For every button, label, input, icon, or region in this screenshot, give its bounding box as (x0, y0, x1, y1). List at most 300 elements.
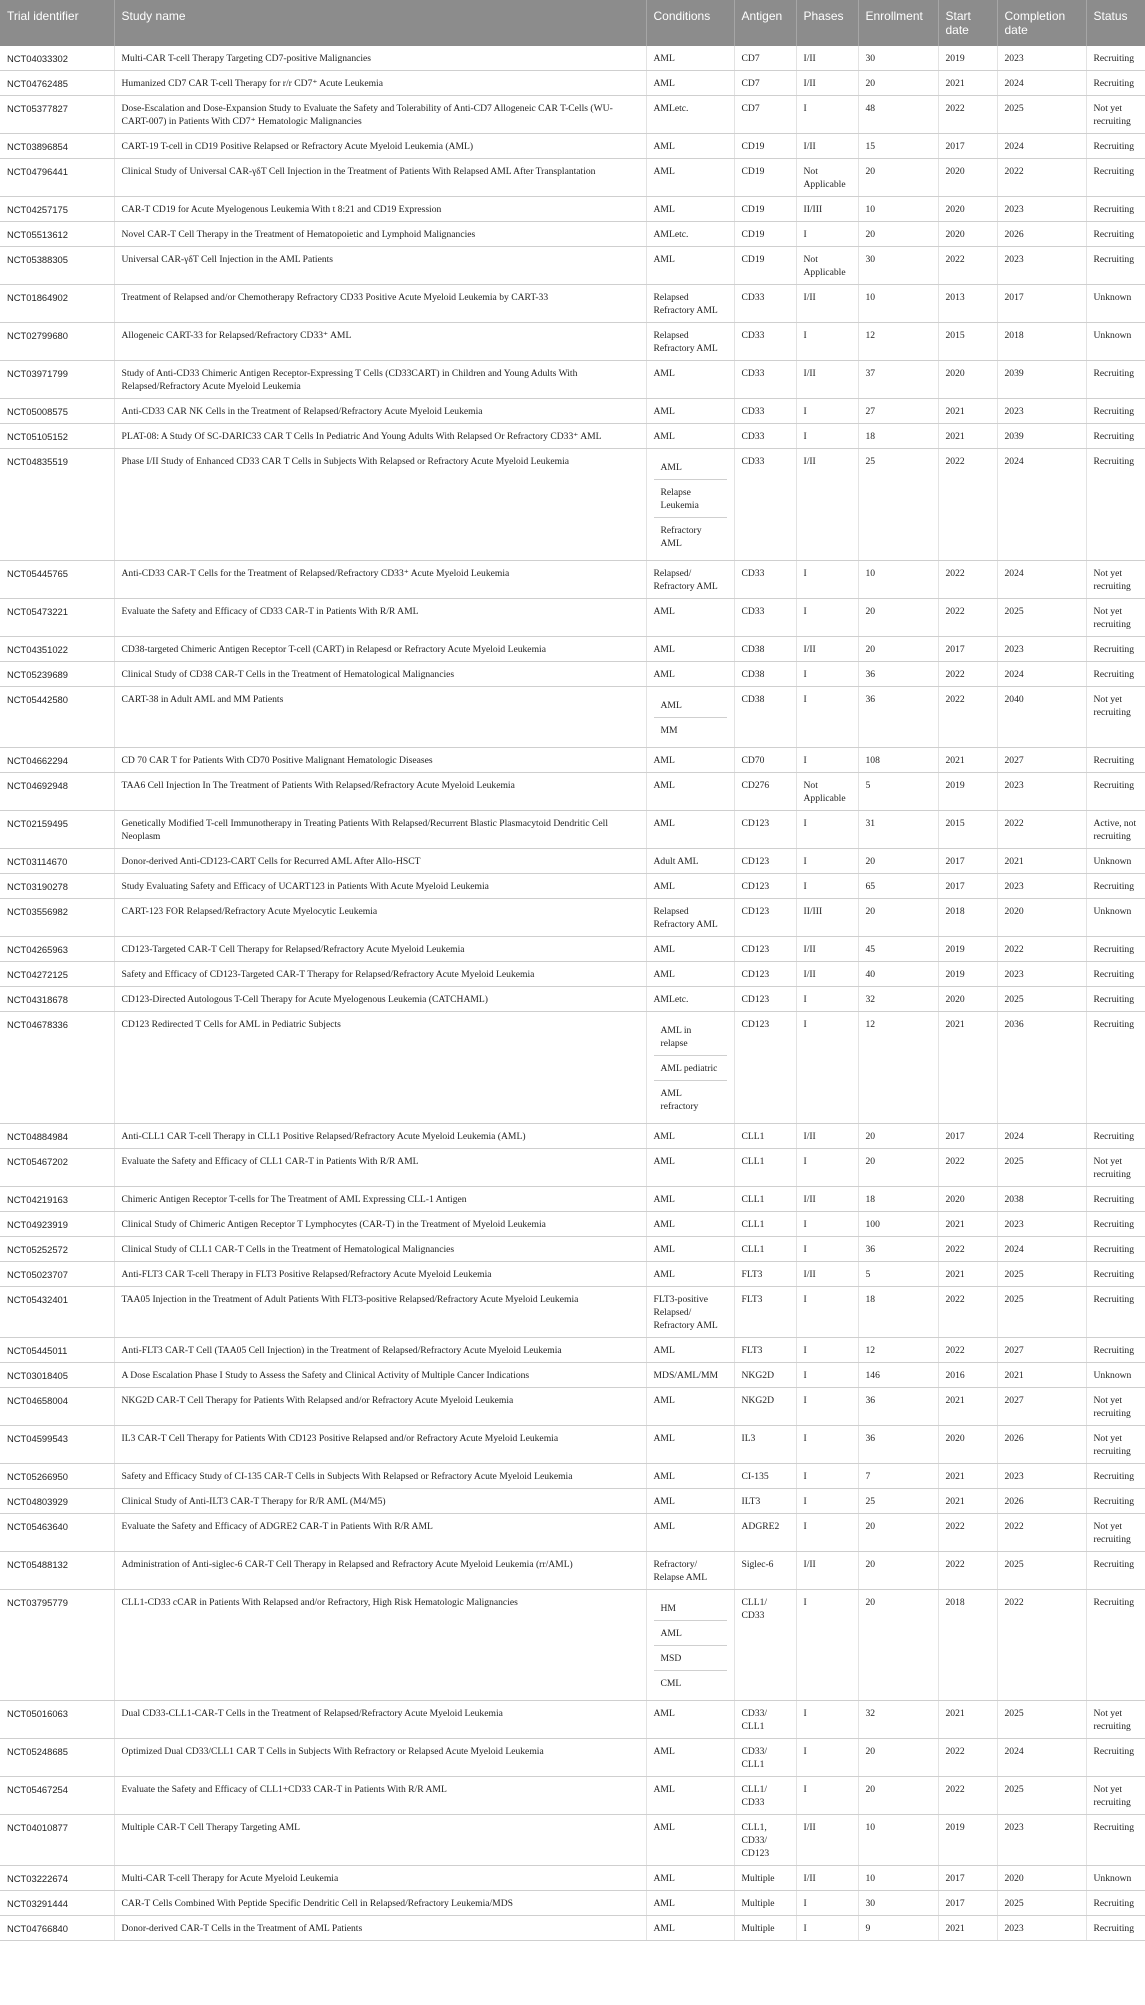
conditions-cell: AML (646, 1426, 734, 1464)
completion-date-cell: 2017 (997, 285, 1086, 323)
antigen-cell: CLL1, CD33/ CD123 (734, 1815, 796, 1866)
antigen-cell: CD123 (734, 874, 796, 899)
completion-date-cell: 2040 (997, 687, 1086, 748)
start-date-cell: 2022 (938, 599, 997, 637)
antigen-cell: CD123 (734, 937, 796, 962)
trial-id-cell: NCT04923919 (0, 1212, 114, 1237)
completion-date-cell: 2024 (997, 134, 1086, 159)
antigen-cell: CD19 (734, 159, 796, 197)
phases-cell: I (796, 874, 858, 899)
enrollment-cell: 20 (858, 71, 938, 96)
phases-cell: II/III (796, 197, 858, 222)
study-name-cell: Clinical Study of Chimeric Antigen Receptor T Lymphocytes (CAR-T) in the Treatment of Myeloid Leukemia (114, 1212, 646, 1237)
conditions-cell: AML (646, 1489, 734, 1514)
enrollment-cell: 7 (858, 1464, 938, 1489)
status-cell: Not yet recruiting (1086, 687, 1145, 748)
completion-date-cell: 2023 (997, 197, 1086, 222)
conditions-cell (646, 687, 734, 748)
completion-date-cell: 2036 (997, 1012, 1086, 1124)
trial-id-cell: NCT01864902 (0, 285, 114, 323)
start-date-cell: 2022 (938, 1777, 997, 1815)
completion-date-cell: 2021 (997, 1363, 1086, 1388)
status-cell: Recruiting (1086, 197, 1145, 222)
table-row (0, 874, 1145, 899)
phases-cell: I/II (796, 46, 858, 71)
enrollment-cell: 18 (858, 1187, 938, 1212)
study-name-cell: Clinical Study of Universal CAR-γδT Cell Injection in the Treatment of Patients With Relapsed AML After Transplantation (114, 159, 646, 197)
start-date-cell: 2020 (938, 361, 997, 399)
phases-cell: I/II (796, 1866, 858, 1891)
table-row (0, 662, 1145, 687)
status-cell: Recruiting (1086, 159, 1145, 197)
completion-date-cell: 2027 (997, 748, 1086, 773)
trial-id-cell: NCT04658004 (0, 1388, 114, 1426)
header-status: Status (1086, 0, 1145, 46)
start-date-cell: 2022 (938, 1552, 997, 1590)
start-date-cell: 2021 (938, 1012, 997, 1124)
trial-id-cell: NCT05473221 (0, 599, 114, 637)
phases-cell: I (796, 1777, 858, 1815)
start-date-cell: 2022 (938, 1739, 997, 1777)
completion-date-cell: 2024 (997, 71, 1086, 96)
status-cell: Recruiting (1086, 424, 1145, 449)
antigen-cell: CD33 (734, 561, 796, 599)
status-cell: Unknown (1086, 323, 1145, 361)
study-name-cell: Novel CAR-T Cell Therapy in the Treatment of Hematopoietic and Lymphoid Malignancies (114, 222, 646, 247)
study-name-cell: CD123 Redirected T Cells for AML in Pediatric Subjects (114, 1012, 646, 1124)
antigen-cell: CLL1/ CD33 (734, 1590, 796, 1701)
antigen-cell: Siglec-6 (734, 1552, 796, 1590)
completion-date-cell: 2021 (997, 849, 1086, 874)
conditions-cell: Relapsed Refractory AML (646, 285, 734, 323)
table-row (0, 1514, 1145, 1552)
phases-cell: I (796, 1363, 858, 1388)
status-cell: Unknown (1086, 285, 1145, 323)
completion-date-cell: 2026 (997, 222, 1086, 247)
antigen-cell: CLL1 (734, 1124, 796, 1149)
phases-cell: I (796, 748, 858, 773)
phases-cell: I (796, 1149, 858, 1187)
study-name-cell: TAA05 Injection in the Treatment of Adult Patients With FLT3-positive Relapsed/Refractory Acute Myeloid Leukemia (114, 1287, 646, 1338)
table-row (0, 159, 1145, 197)
completion-date-cell: 2023 (997, 962, 1086, 987)
table-row (0, 96, 1145, 134)
study-name-cell: Evaluate the Safety and Efficacy of CD33 CAR-T in Patients With R/R AML (114, 599, 646, 637)
antigen-cell: CLL1 (734, 1237, 796, 1262)
study-name-cell: Study of Anti-CD33 Chimeric Antigen Receptor-Expressing T Cells (CD33CART) in Children and Young Adults With Relapsed/Refractory Acute Myeloid Leukemia (114, 361, 646, 399)
status-cell: Recruiting (1086, 1552, 1145, 1590)
start-date-cell: 2022 (938, 662, 997, 687)
antigen-cell: CLL1 (734, 1149, 796, 1187)
antigen-cell: CD7 (734, 46, 796, 71)
study-name-cell: TAA6 Cell Injection In The Treatment of Patients With Relapsed/Refractory Acute Myeloid Leukemia (114, 773, 646, 811)
study-name-cell: Allogeneic CART-33 for Relapsed/Refractory CD33⁺ AML (114, 323, 646, 361)
start-date-cell: 2021 (938, 424, 997, 449)
phases-cell: II/III (796, 899, 858, 937)
enrollment-cell: 20 (858, 899, 938, 937)
enrollment-cell: 9 (858, 1916, 938, 1941)
trial-id-cell: NCT04692948 (0, 773, 114, 811)
completion-date-cell: 2023 (997, 399, 1086, 424)
conditions-cell: Relapsed/ Refractory AML (646, 561, 734, 599)
start-date-cell: 2017 (938, 134, 997, 159)
start-date-cell: 2022 (938, 1149, 997, 1187)
table-row (0, 1212, 1145, 1237)
table-row (0, 1739, 1145, 1777)
trial-id-cell: NCT03222674 (0, 1866, 114, 1891)
trial-id-cell: NCT05377827 (0, 96, 114, 134)
phases-cell: I/II (796, 361, 858, 399)
table-row (0, 849, 1145, 874)
phases-cell: I/II (796, 285, 858, 323)
antigen-cell: CLL1/ CD33 (734, 1777, 796, 1815)
conditions-cell: AML (646, 197, 734, 222)
study-name-cell: CART-19 T-cell in CD19 Positive Relapsed or Refractory Acute Myeloid Leukemia (AML) (114, 134, 646, 159)
antigen-cell: FLT3 (734, 1287, 796, 1338)
header-start-date: Start date (938, 0, 997, 46)
study-name-cell: Humanized CD7 CAR T-cell Therapy for r/r CD7⁺ Acute Leukemia (114, 71, 646, 96)
trial-id-cell: NCT03896854 (0, 134, 114, 159)
antigen-cell: CD123 (734, 811, 796, 849)
study-name-cell: Clinical Study of CLL1 CAR-T Cells in the Treatment of Hematological Malignancies (114, 1237, 646, 1262)
completion-date-cell: 2023 (997, 1815, 1086, 1866)
antigen-cell: Multiple (734, 1916, 796, 1941)
study-name-cell: Evaluate the Safety and Efficacy of ADGRE2 CAR-T in Patients With R/R AML (114, 1514, 646, 1552)
start-date-cell: 2018 (938, 1590, 997, 1701)
study-name-cell: IL3 CAR-T Cell Therapy for Patients With CD123 Positive Relapsed and/or Refractory Acute Myeloid Leukemia (114, 1426, 646, 1464)
conditions-cell: AML (646, 361, 734, 399)
trial-id-cell: NCT04272125 (0, 962, 114, 987)
enrollment-cell: 40 (858, 962, 938, 987)
table-row (0, 1464, 1145, 1489)
conditions-cell: AMLetc. (646, 222, 734, 247)
antigen-cell: CD33 (734, 449, 796, 561)
trial-id-cell: NCT04796441 (0, 159, 114, 197)
trial-id-cell: NCT05239689 (0, 662, 114, 687)
enrollment-cell: 45 (858, 937, 938, 962)
trial-id-cell: NCT05248685 (0, 1739, 114, 1777)
completion-date-cell: 2025 (997, 1701, 1086, 1739)
conditions-cell: AML (646, 424, 734, 449)
trial-id-cell: NCT04762485 (0, 71, 114, 96)
header-row (0, 0, 1145, 46)
study-name-cell: Treatment of Relapsed and/or Chemotherapy Refractory CD33 Positive Acute Myeloid Leukemia by CART-33 (114, 285, 646, 323)
phases-cell: I (796, 1891, 858, 1916)
start-date-cell: 2020 (938, 222, 997, 247)
conditions-cell: AML (646, 1187, 734, 1212)
enrollment-cell: 20 (858, 222, 938, 247)
enrollment-cell: 20 (858, 1590, 938, 1701)
completion-date-cell: 2039 (997, 361, 1086, 399)
status-cell: Recruiting (1086, 1212, 1145, 1237)
conditions-cell: AML (646, 1866, 734, 1891)
conditions-cell: AML (646, 1701, 734, 1739)
antigen-cell: FLT3 (734, 1262, 796, 1287)
status-cell: Recruiting (1086, 987, 1145, 1012)
study-name-cell: Anti-CD33 CAR NK Cells in the Treatment of Relapsed/Refractory Acute Myeloid Leukemia (114, 399, 646, 424)
table-row (0, 1489, 1145, 1514)
table-row (0, 46, 1145, 71)
phases-cell: I (796, 599, 858, 637)
study-name-cell: Safety and Efficacy of CD123-Targeted CAR-T Therapy for Relapsed/Refractory Acute Myeloid Leukemia (114, 962, 646, 987)
antigen-cell: CD7 (734, 96, 796, 134)
completion-date-cell: 2024 (997, 1237, 1086, 1262)
start-date-cell: 2022 (938, 449, 997, 561)
table-row (0, 687, 1145, 748)
conditions-cell: AML (646, 46, 734, 71)
start-date-cell: 2013 (938, 285, 997, 323)
conditions-cell: FLT3-positive Relapsed/ Refractory AML (646, 1287, 734, 1338)
trial-id-cell: NCT05388305 (0, 247, 114, 285)
study-name-cell: CD38-targeted Chimeric Antigen Receptor T-cell (CART) in Relapesd or Refractory Acute Myeloid Leukemia (114, 637, 646, 662)
study-name-cell: CART-38 in Adult AML and MM Patients (114, 687, 646, 748)
status-cell: Recruiting (1086, 247, 1145, 285)
enrollment-cell: 12 (858, 1338, 938, 1363)
header-conditions: Conditions (646, 0, 734, 46)
status-cell: Recruiting (1086, 1187, 1145, 1212)
trial-id-cell: NCT05023707 (0, 1262, 114, 1287)
conditions-cell: AML (646, 1149, 734, 1187)
completion-date-cell: 2039 (997, 424, 1086, 449)
phases-cell: I/II (796, 962, 858, 987)
completion-date-cell: 2022 (997, 159, 1086, 197)
phases-cell: Not Applicable (796, 773, 858, 811)
antigen-cell: NKG2D (734, 1388, 796, 1426)
study-name-cell: Phase I/II Study of Enhanced CD33 CAR T Cells in Subjects With Relapsed or Refractory Acute Myeloid Leukemia (114, 449, 646, 561)
conditions-cell: AML (646, 1916, 734, 1941)
condition-item: AML pediatric (654, 1056, 727, 1081)
study-name-cell: Multi-CAR T-cell Therapy Targeting CD7-positive Malignancies (114, 46, 646, 71)
start-date-cell: 2017 (938, 637, 997, 662)
completion-date-cell: 2022 (997, 1514, 1086, 1552)
antigen-cell: Multiple (734, 1891, 796, 1916)
enrollment-cell: 30 (858, 247, 938, 285)
completion-date-cell: 2038 (997, 1187, 1086, 1212)
trial-id-cell: NCT03971799 (0, 361, 114, 399)
table-row (0, 1590, 1145, 1701)
condition-item: MM (660, 725, 678, 736)
start-date-cell: 2021 (938, 1388, 997, 1426)
enrollment-cell: 65 (858, 874, 938, 899)
antigen-cell: CD123 (734, 987, 796, 1012)
start-date-cell: 2022 (938, 1338, 997, 1363)
table-row (0, 811, 1145, 849)
phases-cell: I (796, 1739, 858, 1777)
table-row (0, 361, 1145, 399)
completion-date-cell: 2022 (997, 811, 1086, 849)
antigen-cell: CD33 (734, 399, 796, 424)
table-row (0, 1187, 1145, 1212)
start-date-cell: 2022 (938, 96, 997, 134)
table-row (0, 561, 1145, 599)
table-row (0, 1124, 1145, 1149)
conditions-cell: AML (646, 1777, 734, 1815)
antigen-cell: NKG2D (734, 1363, 796, 1388)
header-phases: Phases (796, 0, 858, 46)
phases-cell: I (796, 987, 858, 1012)
completion-date-cell: 2023 (997, 1464, 1086, 1489)
phases-cell: I (796, 323, 858, 361)
completion-date-cell: 2023 (997, 247, 1086, 285)
table-row (0, 773, 1145, 811)
phases-cell: I/II (796, 449, 858, 561)
start-date-cell: 2017 (938, 1866, 997, 1891)
antigen-cell: CD19 (734, 134, 796, 159)
start-date-cell: 2016 (938, 1363, 997, 1388)
trial-id-cell: NCT05488132 (0, 1552, 114, 1590)
start-date-cell: 2020 (938, 987, 997, 1012)
start-date-cell: 2020 (938, 1187, 997, 1212)
trial-id-cell: NCT04257175 (0, 197, 114, 222)
table-row (0, 1426, 1145, 1464)
study-name-cell: Anti-CLL1 CAR T-cell Therapy in CLL1 Positive Relapsed/Refractory Acute Myeloid Leukemia (AML) (114, 1124, 646, 1149)
status-cell: Not yet recruiting (1086, 1701, 1145, 1739)
study-name-cell: Evaluate the Safety and Efficacy of CLL1 CAR-T in Patients With R/R AML (114, 1149, 646, 1187)
phases-cell: I (796, 1514, 858, 1552)
table-row (0, 71, 1145, 96)
start-date-cell: 2021 (938, 1464, 997, 1489)
status-cell: Recruiting (1086, 1739, 1145, 1777)
table-row (0, 1363, 1145, 1388)
enrollment-cell: 10 (858, 1866, 938, 1891)
enrollment-cell: 27 (858, 399, 938, 424)
table-row (0, 197, 1145, 222)
completion-date-cell: 2025 (997, 1287, 1086, 1338)
trial-id-cell: NCT05016063 (0, 1701, 114, 1739)
phases-cell: I (796, 1426, 858, 1464)
study-name-cell: Anti-FLT3 CAR T-cell Therapy in FLT3 Positive Relapsed/Refractory Acute Myeloid Leukemia (114, 1262, 646, 1287)
phases-cell: I (796, 1489, 858, 1514)
study-name-cell: Evaluate the Safety and Efficacy of CLL1+CD33 CAR-T in Patients With R/R AML (114, 1777, 646, 1815)
enrollment-cell: 108 (858, 748, 938, 773)
conditions-cell: AML (646, 159, 734, 197)
enrollment-cell: 10 (858, 1815, 938, 1866)
start-date-cell: 2022 (938, 1514, 997, 1552)
conditions-cell: AML (646, 748, 734, 773)
trial-id-cell: NCT05513612 (0, 222, 114, 247)
phases-cell: I (796, 1012, 858, 1124)
study-name-cell: CD123-Directed Autologous T-Cell Therapy for Acute Myelogenous Leukemia (CATCHAML) (114, 987, 646, 1012)
antigen-cell: IL3 (734, 1426, 796, 1464)
conditions-cell: AML (646, 773, 734, 811)
table-row (0, 748, 1145, 773)
conditions-cell: AMLetc. (646, 96, 734, 134)
study-name-cell: Chimeric Antigen Receptor T-cells for The Treatment of AML Expressing CLL-1 Antigen (114, 1187, 646, 1212)
enrollment-cell: 12 (858, 323, 938, 361)
phases-cell: I/II (796, 1552, 858, 1590)
phases-cell: I (796, 1916, 858, 1941)
antigen-cell: CD33/ CLL1 (734, 1701, 796, 1739)
phases-cell: I/II (796, 1124, 858, 1149)
trial-id-cell: NCT05442580 (0, 687, 114, 748)
enrollment-cell: 25 (858, 1489, 938, 1514)
completion-date-cell: 2025 (997, 1149, 1086, 1187)
enrollment-cell: 20 (858, 849, 938, 874)
status-cell: Not yet recruiting (1086, 1426, 1145, 1464)
start-date-cell: 2022 (938, 1287, 997, 1338)
status-cell: Unknown (1086, 1363, 1145, 1388)
trial-id-cell: NCT02799680 (0, 323, 114, 361)
conditions-cell: Adult AML (646, 849, 734, 874)
antigen-cell: CD123 (734, 1012, 796, 1124)
phases-cell: I (796, 662, 858, 687)
condition-item: AML in relapse (654, 1018, 727, 1056)
trial-id-cell: NCT04599543 (0, 1426, 114, 1464)
status-cell: Recruiting (1086, 1237, 1145, 1262)
study-name-cell: CLL1-CD33 cCAR in Patients With Relapsed and/or Refractory, High Risk Hematologic Malignancies (114, 1590, 646, 1701)
study-name-cell: Administration of Anti-siglec-6 CAR-T Cell Therapy in Relapsed and Refractory Acute Myeloid Leukemia (rr/AML) (114, 1552, 646, 1590)
trial-id-cell: NCT05467254 (0, 1777, 114, 1815)
conditions-cell: AMLetc. (646, 987, 734, 1012)
table-row (0, 599, 1145, 637)
header-antigen: Antigen (734, 0, 796, 46)
phases-cell: Not Applicable (796, 159, 858, 197)
trial-id-cell: NCT03556982 (0, 899, 114, 937)
enrollment-cell: 36 (858, 687, 938, 748)
completion-date-cell: 2020 (997, 1866, 1086, 1891)
status-cell: Recruiting (1086, 1287, 1145, 1338)
conditions-cell: AML (646, 637, 734, 662)
trial-id-cell: NCT04318678 (0, 987, 114, 1012)
trial-id-cell: NCT04033302 (0, 46, 114, 71)
trial-id-cell: NCT05432401 (0, 1287, 114, 1338)
conditions-cell: MDS/AML/MM (646, 1363, 734, 1388)
status-cell: Not yet recruiting (1086, 96, 1145, 134)
enrollment-cell: 10 (858, 197, 938, 222)
condition-item: CML (660, 1678, 682, 1689)
condition-item: Relapse Leukemia (654, 480, 727, 518)
condition-item: Refractory AML (660, 525, 702, 549)
start-date-cell: 2017 (938, 849, 997, 874)
phases-cell: I (796, 1287, 858, 1338)
condition-item: HM (654, 1596, 727, 1621)
table-row (0, 323, 1145, 361)
completion-date-cell: 2025 (997, 599, 1086, 637)
trial-id-cell: NCT04351022 (0, 637, 114, 662)
phases-cell: Not Applicable (796, 247, 858, 285)
enrollment-cell: 25 (858, 449, 938, 561)
enrollment-cell: 20 (858, 599, 938, 637)
conditions-cell: AML (646, 599, 734, 637)
trial-id-cell: NCT04010877 (0, 1815, 114, 1866)
trial-id-cell: NCT05445765 (0, 561, 114, 599)
completion-date-cell: 2025 (997, 1777, 1086, 1815)
conditions-cell: Refractory/ Relapse AML (646, 1552, 734, 1590)
conditions-cell: AML (646, 874, 734, 899)
table-row (0, 1287, 1145, 1338)
study-name-cell: Anti-CD33 CAR-T Cells for the Treatment of Relapsed/Refractory CD33⁺ Acute Myeloid Leukemia (114, 561, 646, 599)
study-name-cell: Universal CAR-γδT Cell Injection in the AML Patients (114, 247, 646, 285)
start-date-cell: 2021 (938, 399, 997, 424)
start-date-cell: 2021 (938, 71, 997, 96)
antigen-cell: CD33 (734, 285, 796, 323)
status-cell: Recruiting (1086, 1891, 1145, 1916)
table-row (0, 222, 1145, 247)
trial-id-cell: NCT02159495 (0, 811, 114, 849)
start-date-cell: 2019 (938, 1815, 997, 1866)
table-row (0, 1916, 1145, 1941)
status-cell: Unknown (1086, 899, 1145, 937)
table-row (0, 1262, 1145, 1287)
antigen-cell: CD38 (734, 662, 796, 687)
study-name-cell: A Dose Escalation Phase I Study to Assess the Safety and Clinical Activity of Multiple Cancer Indications (114, 1363, 646, 1388)
phases-cell: I (796, 1338, 858, 1363)
conditions-cell: AML (646, 399, 734, 424)
enrollment-cell: 18 (858, 1287, 938, 1338)
condition-item: AML (654, 1621, 727, 1646)
antigen-cell: ADGRE2 (734, 1514, 796, 1552)
conditions-cell: AML (646, 1464, 734, 1489)
